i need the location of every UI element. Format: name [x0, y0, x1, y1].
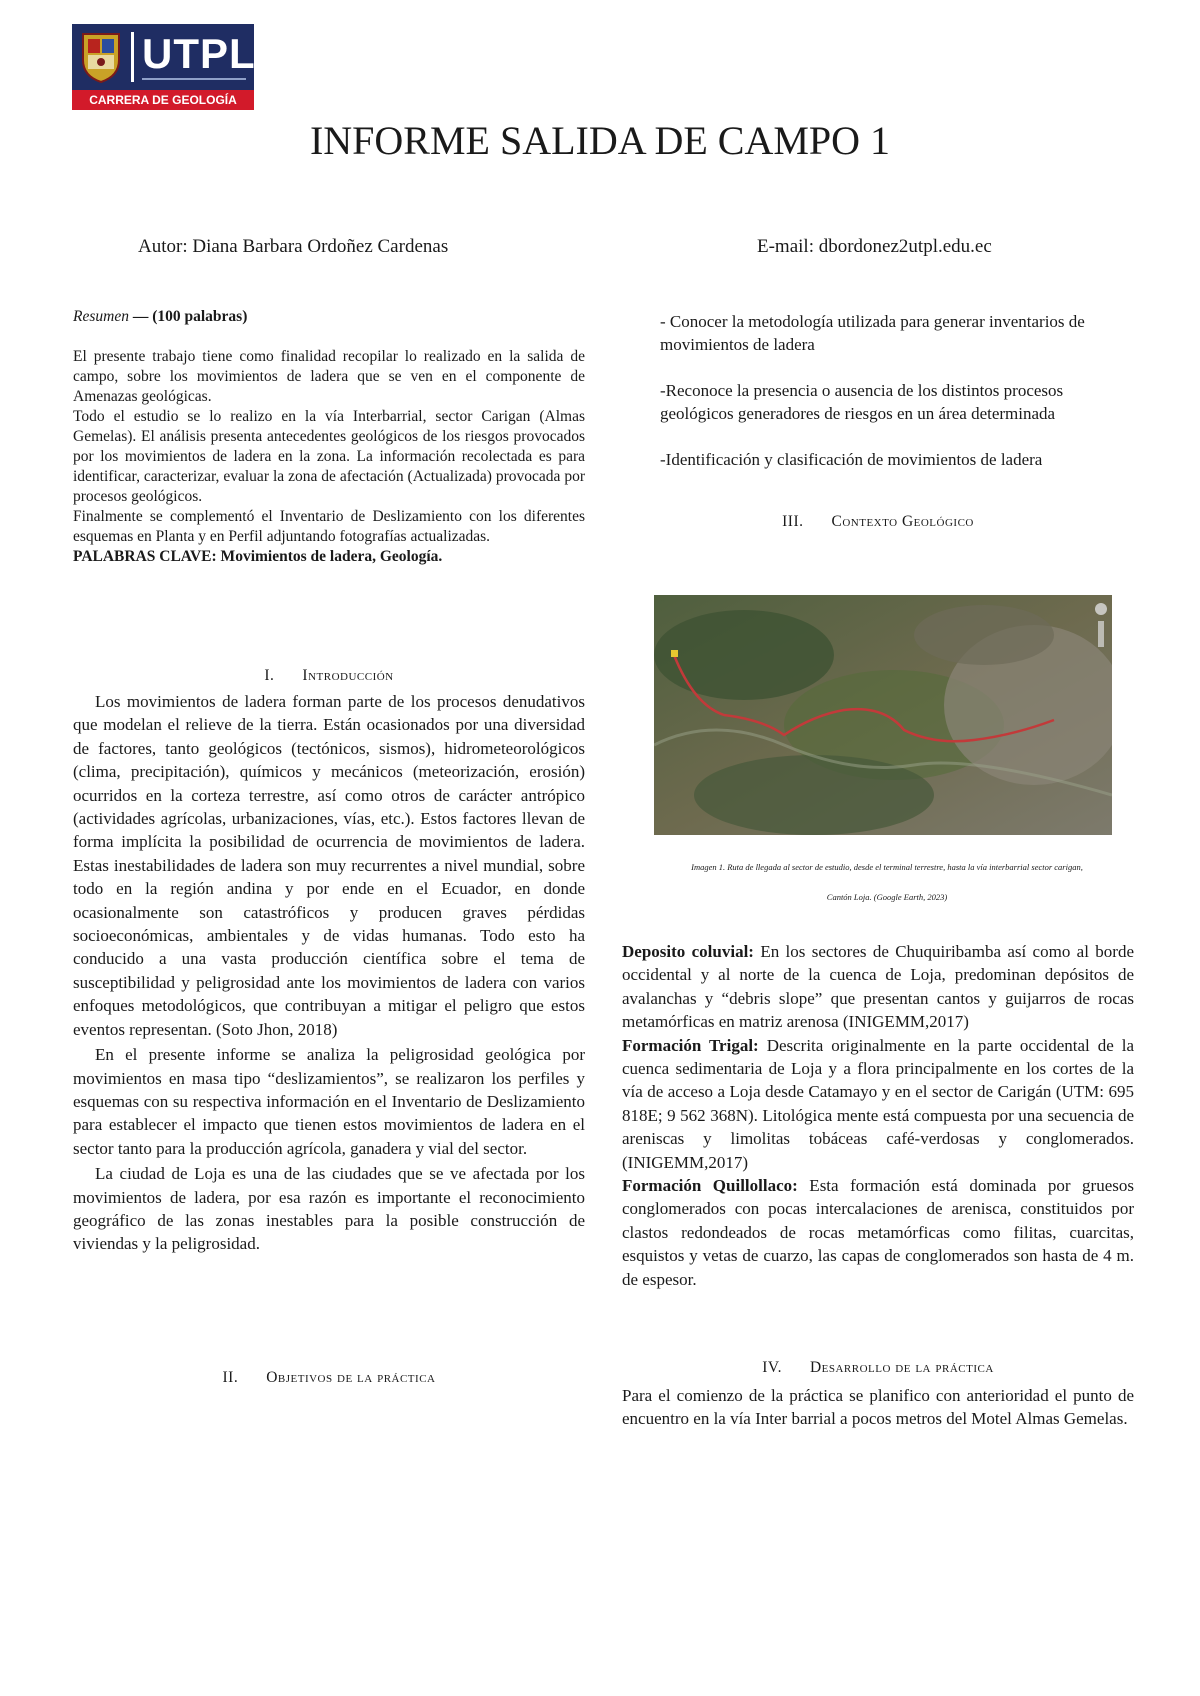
geology-text: Descrita originalmente en la parte occidental de la cuenca sedimentaria de Loja y a flora principalmente en los cortes de la vía de acceso a Loja desde Catamayo y en el sector de Carigán (UTM: 695 818E; 9 562 368N). Litológica mente está compuesta por una secuencia de areniscas y limolitas tobáceas café-verdosas y conglomerados. (INIGEMM,2017) [622, 1035, 1134, 1172]
geology-text: Esta formación está dominada por gruesos conglomerados con pocas intercalaciones de arenisca, constituidos por clastos redondeados de rocas metamórficas como filitas, cuarcitas, esquistos y vetas de cuarzo, las capas de conglomerados son hasta de 4 m. de espesor. [622, 1176, 1134, 1289]
abstract [73, 307, 585, 567]
section-title: Contexto Geológico [831, 513, 974, 530]
section-heading-objectives [73, 1368, 585, 1388]
geology-term: Formación Trigal: [622, 1035, 759, 1055]
geology-item [622, 940, 1134, 1034]
logo-tagline [142, 78, 246, 80]
abstract-paragraph: Todo el estudio se lo realizo en la vía Interbarrial, sector Carigan (Almas Gemelas). El análisis presenta antecedentes geológicos de los riesgos provocados por los movimientos de ladera en la zona. La información recolectada es para identificar, caracterizar, evaluar la zona de afectación (Actualizada) provocada por procesos geológicos. [73, 408, 585, 505]
objective-item: -Reconoce la presencia o ausencia de los distintos procesos geológicos generadores de riesgos en un área determinada [660, 380, 1064, 424]
logo-text: UTPL [142, 30, 256, 77]
compass-icon [1095, 603, 1107, 615]
caption-line: Imagen 1. Ruta de llegada al sector de estudio, desde el terminal terrestre, hasta la vía interbarrial sector carigan, [691, 862, 1083, 872]
intro-paragraph: La ciudad de Loja es una de las ciudades que se ve afectada por los movimientos de ladera, por esa razón es importante el reconocimiento geográfico de las zonas inestables para la posible construcción de viviendas y la peligrosidad. [73, 1164, 585, 1254]
section-title: Introducción [302, 667, 394, 684]
section-number: IV. [762, 1359, 782, 1376]
utpl-logo [72, 24, 254, 110]
geology-term: Deposito coluvial: [622, 942, 754, 961]
email: E-mail: dbordonez2utpl.edu.ec [757, 236, 992, 257]
development-paragraph: Para el comienzo de la práctica se planifico con anterioridad el punto de encuentro en la vía Inter barrial a pocos metros del Motel Almas Gemelas. [622, 1386, 1134, 1429]
section-number: III. [782, 513, 804, 530]
crest-icon [80, 30, 122, 84]
satellite-route-image [654, 595, 1112, 835]
section-heading-intro [73, 666, 585, 686]
geology-item [622, 1034, 1134, 1174]
abstract-paragraph: El presente trabajo tiene como finalidad recopilar lo realizado en la salida de campo, sobre los movimientos de ladera que se ven en el componente de Amenazas geológicas. [73, 348, 585, 405]
geology-item [622, 1174, 1134, 1291]
abstract-heading [73, 307, 585, 327]
intro-paragraph: Los movimientos de ladera forman parte de los procesos denudativos que modelan el relieve de la tierra. Están ocasionados por una diversidad de factores, tanto geológicos (tectónicos, sismos), hidrometeorológicos (clima, precipitación), químicos y mecánicos (meteorización, erosión) ocurridos en la corteza terrestre, así como otros de carácter antrópico (actividades agrícolas, urbanizaciones, vías, etc.). Estos factores llevan de forma implícita la posibilidad de ocurrencia de movimientos de ladera. Estas inestabilidades de ladera son muy recurrentes a nivel mundial, sobre todo en la región andina y por ende en el Ecuador, en donde ocasionalmente son catastróficos y producen graves pérdidas socioeconómicas, ambientales y de vidas humanas. Todo esto ha conducido a una vasta producción científica sobre el tema de susceptibilidad y peligrosidad ante los movimientos de ladera con varios enfoques metodológicos, que contribuyan a mitigar el peligro que estos eventos representan. (Soto Jhon, 2018) [73, 692, 585, 1039]
geology-text: En los sectores de Chuquiribamba así como al borde occidental y al norte de la cuenca de Loja, predominan depósitos de avalanchas y “debris slope” que presentan cantos y guijarros de rocas metamórficas en matriz arenosa (INIGEMM,2017) [622, 942, 1134, 1032]
figure-caption [640, 852, 1134, 912]
section-heading-development [622, 1358, 1134, 1378]
zoom-control-icon [1098, 621, 1104, 647]
author: Autor: Diana Barbara Ordoñez Cardenas [138, 236, 449, 257]
logo-subtitle: CARRERA DE GEOLOGÍA [72, 90, 254, 110]
logo-divider [131, 32, 134, 82]
objective-item: -Identificación y clasificación de movimientos de ladera [660, 449, 1043, 469]
abstract-paragraph: Finalmente se complementó el Inventario de Deslizamiento con los diferentes esquemas en Planta y en Perfil adjuntando fotografías actualizadas. [73, 508, 585, 545]
keywords-text: PALABRAS CLAVE: Movimientos de ladera, Geología. [73, 548, 443, 565]
section-title: Desarrollo de la práctica [809, 1359, 994, 1376]
objectives-list [660, 310, 1134, 493]
keywords [73, 547, 585, 567]
abstract-label-suffix: — (100 palabras) [128, 308, 248, 325]
geology-descriptions [622, 940, 1134, 1291]
section-number: II. [222, 1369, 239, 1386]
development-body [622, 1384, 1134, 1431]
abstract-label: Resumen [73, 308, 129, 325]
section-heading-geology [622, 512, 1134, 532]
satellite-map [654, 595, 1112, 835]
section-title: Objetivos de la práctica [266, 1369, 436, 1386]
start-marker-icon [671, 650, 678, 657]
intro-paragraph: En el presente informe se analiza la peligrosidad geológica por movimientos en masa tipo “deslizamientos”, se realizaron los perfiles y esquemas con su respectiva información en el Inventario de Deslizamiento para establecer el impacto que tienen estos movimientos de ladera en el sector tanto para la producción agrícola, ganadera y vial del sector. [73, 1045, 585, 1158]
geology-term: Formación Quillollaco: [622, 1176, 798, 1196]
caption-line: Cantón Loja. (Google Earth, 2023) [826, 892, 948, 902]
section-number: I. [264, 667, 275, 684]
page-title: INFORME SALIDA DE CAMPO 1 [309, 118, 891, 163]
objective-item: - Conocer la metodología utilizada para generar inventarios de movimientos de ladera [660, 312, 1085, 355]
intro-body [73, 690, 585, 1258]
